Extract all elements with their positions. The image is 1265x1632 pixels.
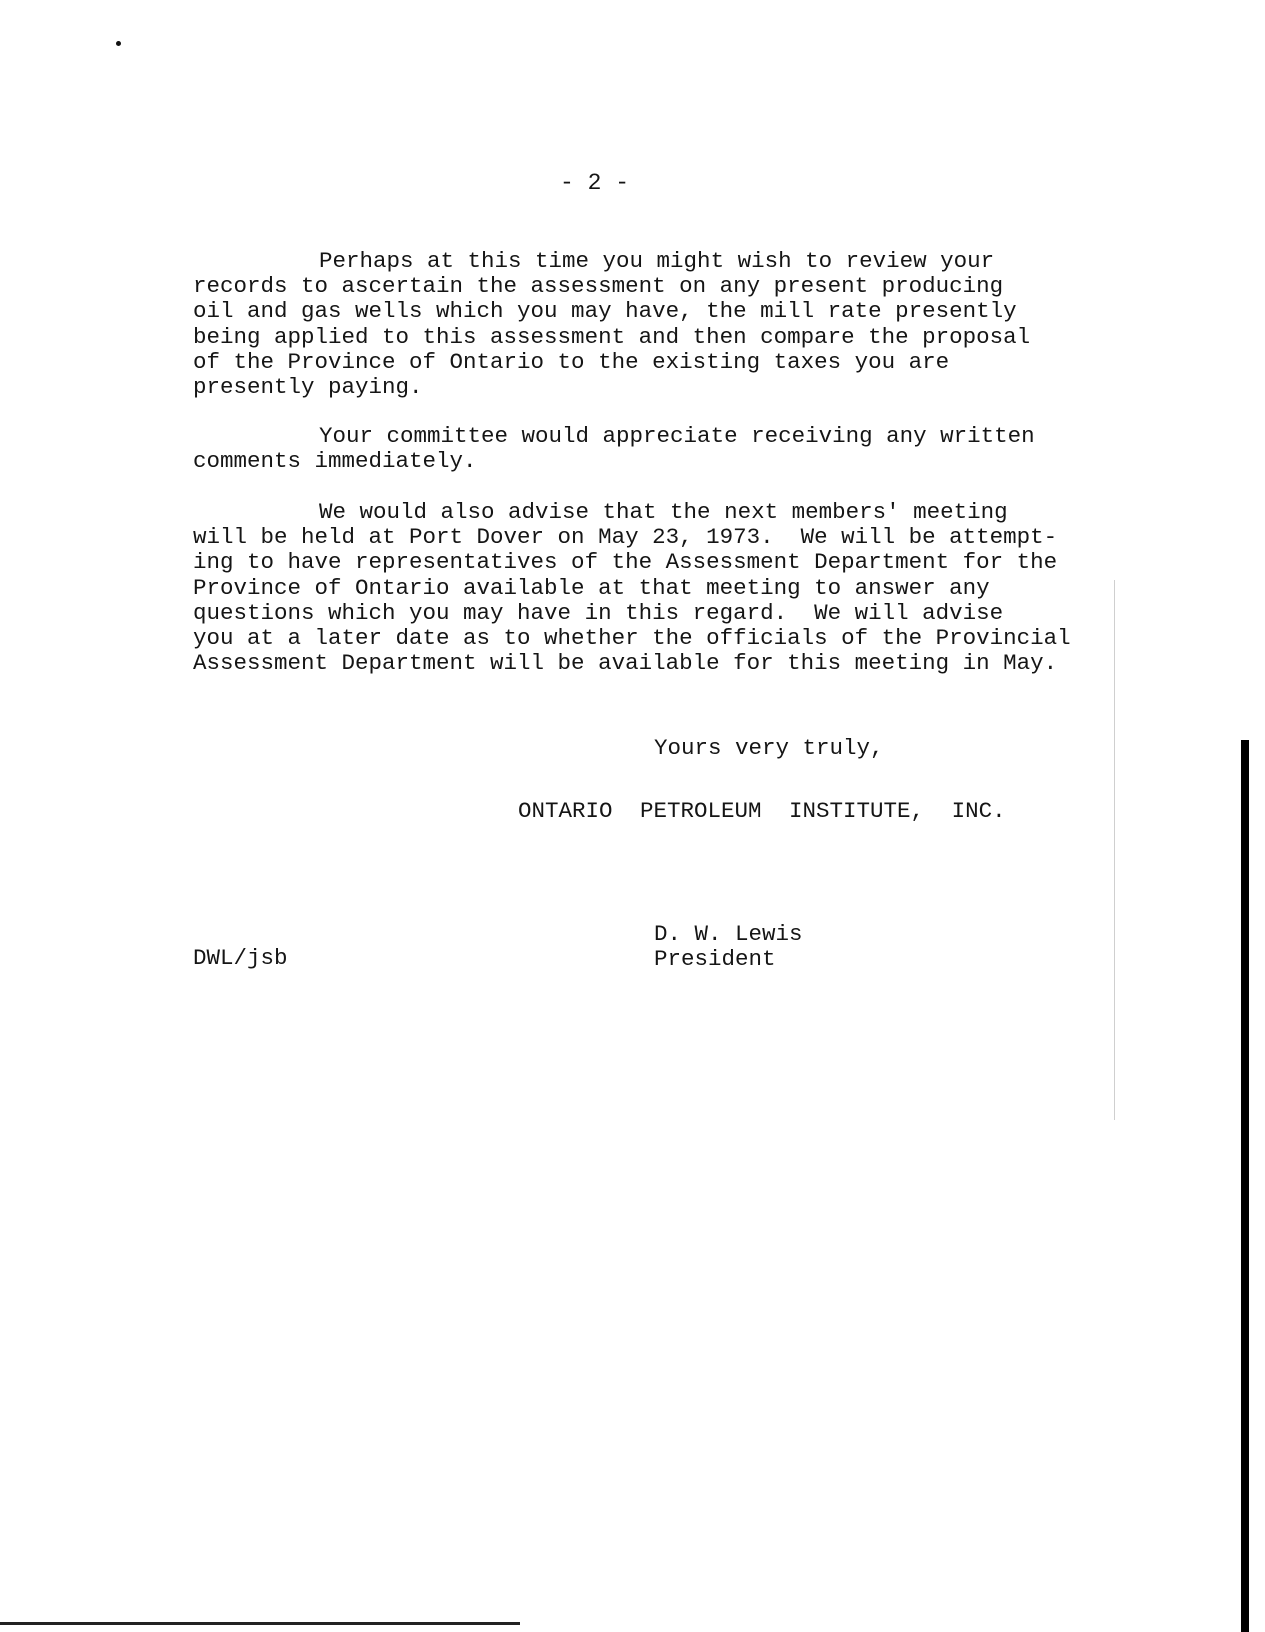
paragraph-line: Assessment Department will be available for this meeting in May. — [193, 650, 1058, 677]
paragraph-line: you at a later date as to whether the officials of the Provincial — [193, 625, 1071, 652]
typist-initials: DWL/jsb — [193, 945, 288, 971]
paragraph-line: of the Province of Ontario to the existing taxes you are — [193, 348, 950, 375]
paragraph-3 — [193, 499, 1071, 677]
closing-salutation: Yours very truly, — [654, 735, 884, 761]
paragraph-line: being applied to this assessment and then compare the proposal — [193, 323, 1031, 350]
signer-title: President — [654, 946, 776, 972]
paragraph-line: Province of Ontario available at that meeting to answer any — [193, 574, 990, 601]
paragraph-line: questions which you may have in this regard. We will advise — [193, 599, 1004, 626]
paragraph-line: oil and gas wells which you may have, the mill rate presently — [193, 298, 1017, 325]
paragraph-line: We would also advise that the next members' meeting — [319, 499, 1008, 525]
page-number: - 2 - — [560, 170, 630, 196]
scan-edge-bottom — [0, 1622, 520, 1625]
paragraph-line: Your committee would appreciate receiving any written — [319, 423, 1035, 449]
paragraph-line: Perhaps at this time you might wish to review your — [319, 248, 995, 274]
scan-edge-right — [1241, 740, 1249, 1632]
paragraph-line: presently paying. — [193, 374, 423, 401]
paragraph-line: ing to have representatives of the Assessment Department for the — [193, 549, 1058, 576]
paragraph-line: records to ascertain the assessment on any present producing — [193, 273, 1004, 300]
paragraph-line: comments immediately. — [193, 448, 477, 475]
scan-speck — [116, 41, 121, 46]
signer-name: D. W. Lewis — [654, 921, 803, 947]
signature-block — [654, 922, 803, 972]
paragraph-1 — [193, 248, 1031, 401]
paragraph-2 — [193, 423, 1035, 475]
scan-artifact-line — [1114, 580, 1115, 1120]
organization-name: ONTARIO PETROLEUM INSTITUTE, INC. — [518, 798, 1006, 824]
paragraph-line: will be held at Port Dover on May 23, 1973. We will be attempt- — [193, 524, 1058, 551]
